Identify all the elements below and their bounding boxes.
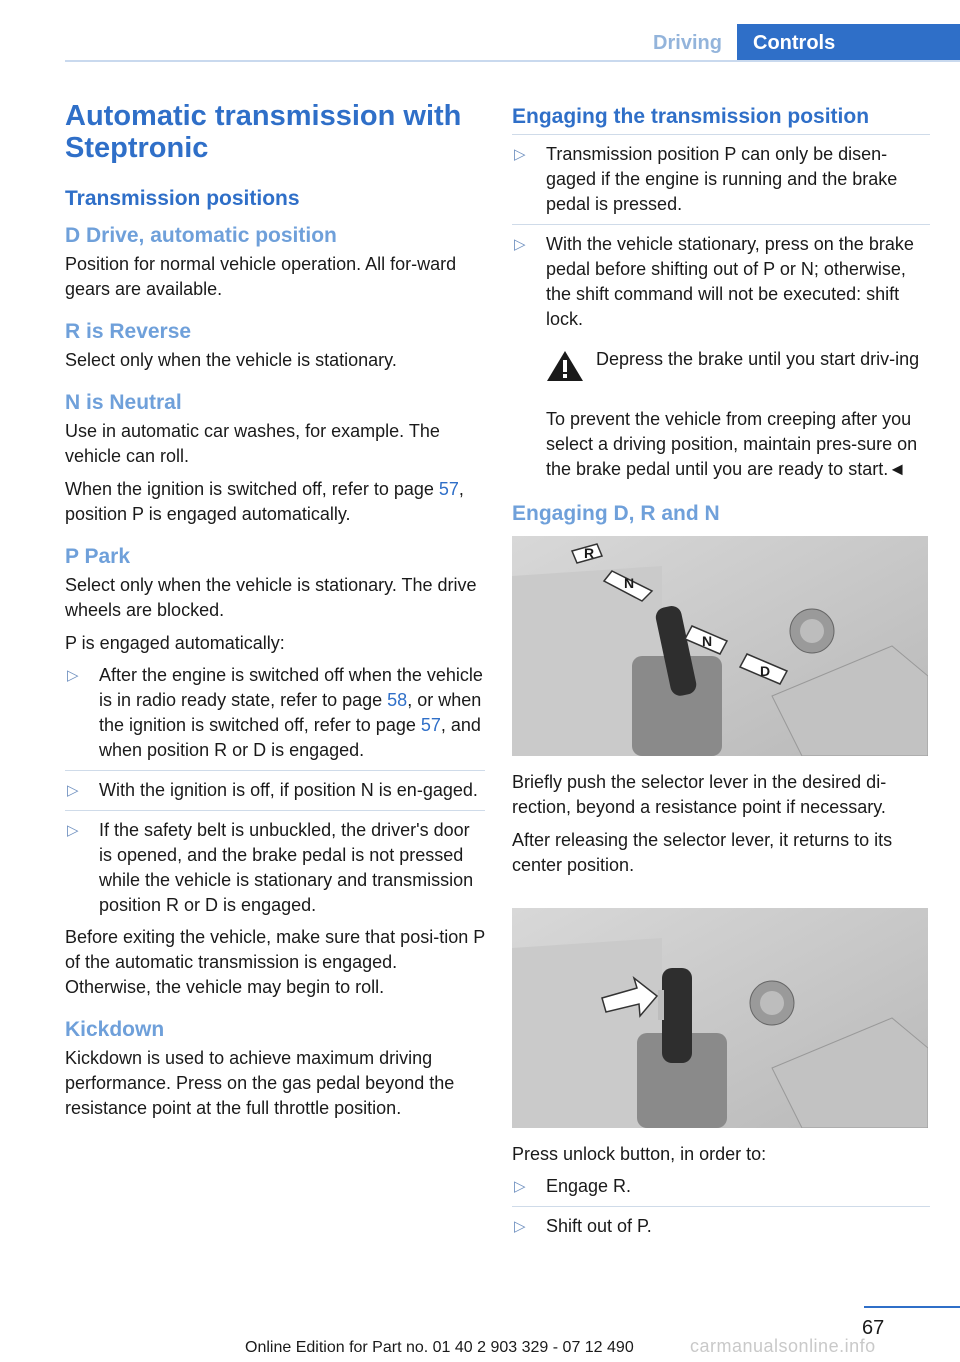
heading-p-park: P Park bbox=[65, 545, 130, 568]
direction-label-d: D bbox=[760, 663, 771, 679]
page-link-58[interactable]: 58 bbox=[387, 690, 408, 710]
header-rule bbox=[65, 60, 960, 62]
edition-footer: Online Edition for Part no. 01 40 2 903 329 - 07 12 490 bbox=[245, 1339, 634, 1356]
park-conditions-list bbox=[65, 656, 485, 925]
section-tab-driving[interactable]: Driving bbox=[653, 32, 722, 54]
triangle-bullet-icon: ▷ bbox=[67, 822, 79, 839]
paragraph-d-drive: Position for normal vehicle operation. All for-ward gears are available. bbox=[65, 254, 457, 299]
section-tab-controls[interactable]: Controls bbox=[737, 24, 960, 62]
paragraph-n-ignition: When the ignition is switched off, refer to page 57, position P is engaged automatically. bbox=[65, 479, 464, 524]
warning-block bbox=[546, 347, 930, 399]
watermark: carmanualsonline.info bbox=[690, 1336, 876, 1356]
right-column bbox=[512, 100, 930, 1246]
triangle-bullet-icon: ▷ bbox=[67, 782, 79, 799]
warning-text: Depress the brake until you start driv-ing bbox=[596, 349, 920, 369]
heading-kickdown: Kickdown bbox=[65, 1018, 165, 1041]
page-link-57[interactable]: 57 bbox=[438, 479, 459, 499]
unlock-button-image bbox=[512, 908, 928, 1128]
direction-label-r: R bbox=[584, 545, 595, 561]
triangle-bullet-icon: ▷ bbox=[514, 236, 526, 253]
paragraph-before-exiting: Before exiting the vehicle, make sure that posi-tion P of the automatic transmission is engaged. Otherwise, the vehicle may begin to roll. bbox=[65, 927, 485, 997]
unlock-list bbox=[512, 1167, 930, 1246]
engaging-list bbox=[512, 134, 930, 339]
heading-n-neutral: N is Neutral bbox=[65, 391, 182, 414]
page-title: Automatic transmission with Steptronic bbox=[65, 100, 462, 164]
heading-engaging-position: Engaging the transmission position bbox=[512, 105, 870, 128]
page-number: 67 bbox=[862, 1317, 885, 1339]
triangle-bullet-icon: ▷ bbox=[514, 146, 526, 163]
list-item: ▷ With the vehicle stationary, press on the brake pedal before shifting out of P or N; otherwise, the shift command will not be executed: shift lock. bbox=[514, 234, 914, 329]
footer-rule bbox=[864, 1306, 960, 1308]
paragraph-lever-returns: After releasing the selector lever, it returns to its center position. bbox=[512, 830, 893, 875]
heading-engaging-drn: Engaging D, R and N bbox=[512, 502, 720, 525]
triangle-bullet-icon: ▷ bbox=[514, 1218, 526, 1235]
direction-label-n: N bbox=[624, 575, 635, 591]
list-item: ▷ Engage R. bbox=[512, 1167, 930, 1207]
list-item: ▷ With the ignition is off, if position N is en-gaged. bbox=[65, 771, 485, 811]
list-item: ▷ After the engine is switched off when the vehicle is in radio ready state, refer to page 58, or when the ignition is switched off, refer to page 57, and when position R or D is engaged. bbox=[65, 656, 485, 771]
paragraph-kickdown: Kickdown is used to achieve maximum driving performance. Press on the gas pedal beyond the resistance point at the full throttle position. bbox=[65, 1048, 455, 1118]
list-item: ▷ Transmission position P can only be disen-gaged if the engine is running and the brake pedal is pressed. bbox=[512, 134, 930, 225]
left-column bbox=[65, 100, 485, 1129]
direction-label-n: N bbox=[702, 633, 713, 649]
page-link-57[interactable]: 57 bbox=[420, 715, 441, 735]
paragraph-creeping: To prevent the vehicle from creeping after you select a driving position, maintain pres-sure on the brake pedal until you are ready to start.◄ bbox=[546, 409, 918, 479]
list-item: ▷ Shift out of P. bbox=[512, 1207, 930, 1246]
warning-icon bbox=[546, 349, 584, 383]
selector-lever-directions-image bbox=[512, 536, 928, 756]
paragraph-p-auto: P is engaged automatically: bbox=[65, 633, 285, 653]
paragraph-p-park: Select only when the vehicle is stationary. The drive wheels are blocked. bbox=[65, 575, 477, 620]
list-item: ▷ If the safety belt is unbuckled, the driver's door is opened, and the brake pedal is not pressed while the vehicle is stationary and transmission position R or D is engaged. bbox=[67, 820, 474, 915]
section-heading-positions: Transmission positions bbox=[65, 187, 300, 210]
triangle-bullet-icon: ▷ bbox=[67, 667, 79, 684]
paragraph-unlock: Press unlock button, in order to: bbox=[512, 1144, 767, 1164]
paragraph-r-reverse: Select only when the vehicle is stationary. bbox=[65, 350, 397, 370]
heading-d-drive: D Drive, automatic position bbox=[65, 224, 337, 247]
heading-r-reverse: R is Reverse bbox=[65, 320, 192, 343]
paragraph-n-neutral: Use in automatic car washes, for example. The vehicle can roll. bbox=[65, 421, 440, 466]
triangle-bullet-icon: ▷ bbox=[514, 1178, 526, 1195]
paragraph-push-lever: Briefly push the selector lever in the desired di-rection, beyond a resistance point if necessary. bbox=[512, 772, 887, 817]
